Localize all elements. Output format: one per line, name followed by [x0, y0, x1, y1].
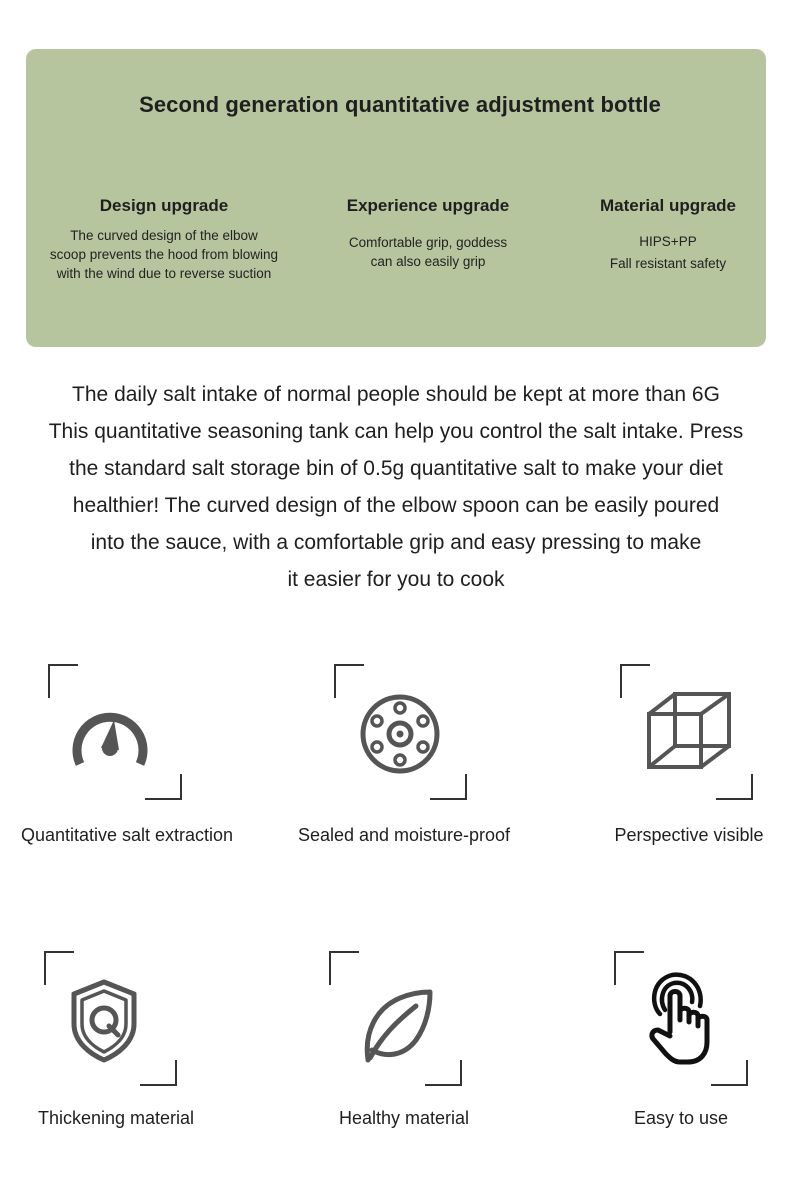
- description-line: healthier! The curved design of the elbow spoon can be easily poured: [72, 494, 720, 517]
- frame-corner-bottom-right: [140, 1060, 177, 1086]
- icon-label: Easy to use: [633, 1108, 729, 1128]
- icon-label: Quantitative salt extraction: [20, 825, 234, 845]
- description-line: it easier for you to cook: [287, 568, 505, 591]
- description-line: the standard salt storage bin of 0.5g quantitative salt to make your diet: [69, 457, 723, 480]
- feature-line: can also easily grip: [370, 254, 486, 269]
- feature-description: [318, 233, 538, 271]
- feature-description: [44, 226, 284, 283]
- feature-line: Fall resistant safety: [609, 256, 727, 271]
- description-line: The daily salt intake of normal people should be kept at more than 6G: [72, 383, 720, 406]
- frame-corner-bottom-right: [430, 774, 467, 800]
- icon-label: Sealed and moisture-proof: [297, 825, 511, 845]
- feature-material-upgrade: [568, 196, 768, 275]
- icon-label: Perspective visible: [614, 825, 764, 845]
- feature-line: with the wind due to reverse suction: [56, 266, 272, 281]
- gauge-icon: [68, 698, 152, 776]
- feature-experience-upgrade: [318, 196, 538, 271]
- feature-design-upgrade: [44, 196, 284, 283]
- cube-icon: [643, 689, 735, 773]
- frame-corner-top-left: [329, 951, 359, 985]
- description-line: into the sauce, with a comfortable grip and easy pressing to make: [90, 531, 702, 554]
- feature-title: Design upgrade: [99, 196, 229, 215]
- banner-title: Second generation quantitative adjustment bottle: [139, 92, 661, 117]
- feature-title: Experience upgrade: [346, 196, 510, 215]
- description-line: This quantitative seasoning tank can help you control the salt intake. Press: [48, 420, 744, 443]
- feature-title: Material upgrade: [599, 196, 737, 215]
- feature-line: scoop prevents the hood from blowing: [49, 247, 279, 262]
- shield-q-icon: [68, 978, 140, 1064]
- hand-tap-icon: [644, 970, 718, 1066]
- frame-corner-top-left: [48, 664, 78, 698]
- feature-line: Comfortable grip, goddess: [348, 235, 508, 250]
- feature-line: HIPS+PP: [639, 234, 697, 249]
- product-description: [20, 376, 772, 598]
- icon-label: Thickening material: [37, 1108, 195, 1128]
- feature-line: The curved design of the elbow: [70, 228, 258, 243]
- leaf-icon: [360, 986, 436, 1066]
- sealed-disc-icon: [358, 692, 442, 776]
- frame-corner-top-left: [614, 951, 644, 985]
- frame-corner-bottom-right: [145, 774, 182, 800]
- feature-description: [568, 231, 768, 275]
- icon-label: Healthy material: [338, 1108, 470, 1128]
- frame-corner-bottom-right: [716, 774, 753, 800]
